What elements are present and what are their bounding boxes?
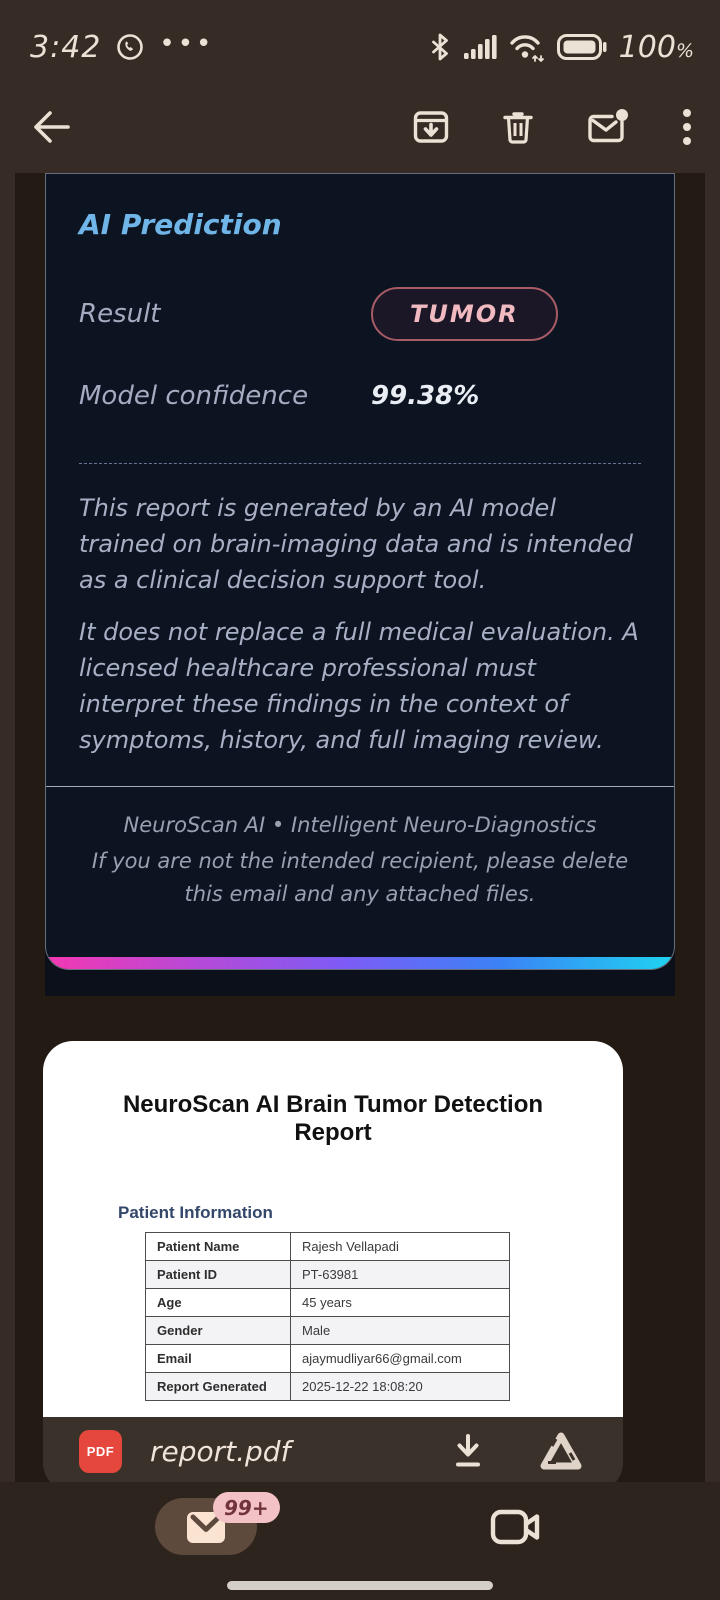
table-row <box>146 1373 510 1401</box>
row-value: ajaymudliyar66@gmail.com <box>291 1345 510 1373</box>
ai-prediction-card <box>45 173 675 970</box>
patient-info-table <box>145 1232 510 1401</box>
result-label: Result <box>79 299 161 329</box>
email-body <box>15 173 705 1497</box>
table-row <box>146 1233 510 1261</box>
wifi-calling-icon <box>509 32 545 62</box>
battery-icon <box>557 32 607 62</box>
battery-percentage: 100% <box>618 29 694 65</box>
video-camera-icon <box>490 1508 542 1546</box>
download-attachment-button[interactable] <box>451 1433 485 1469</box>
disclaimer-paragraph-2: It does not replace a full medical evaluation. A licensed healthcare professional must interpret these findings in the context of symptoms, history, and full imaging review. <box>79 618 639 754</box>
row-label: Age <box>146 1289 291 1317</box>
confidence-value: 99.38% <box>371 381 480 411</box>
result-badge: TUMOR <box>371 287 558 341</box>
bottom-navigation <box>0 1482 720 1600</box>
mark-unread-button[interactable] <box>586 108 630 146</box>
status-bar <box>0 0 720 80</box>
bluetooth-icon <box>429 32 451 62</box>
email-footer <box>46 786 674 957</box>
pdf-file-icon: PDF <box>79 1430 122 1473</box>
meet-tab[interactable] <box>486 1502 546 1552</box>
gesture-handle[interactable] <box>227 1581 493 1590</box>
gradient-accent-bar <box>46 957 674 969</box>
signal-strength-icon <box>463 33 497 61</box>
row-value: PT-63981 <box>291 1261 510 1289</box>
email-toolbar <box>0 80 720 173</box>
notification-overflow-icon: ••• <box>159 29 215 59</box>
row-value: Rajesh Vellapadi <box>291 1233 510 1261</box>
confidence-label: Model confidence <box>79 381 309 411</box>
save-to-drive-button[interactable] <box>539 1431 583 1471</box>
overflow-menu-button[interactable] <box>680 107 694 147</box>
row-value: 2025-12-22 18:08:20 <box>291 1373 510 1401</box>
row-value: Male <box>291 1317 510 1345</box>
attachment-bar[interactable] <box>43 1417 623 1491</box>
table-row <box>146 1317 510 1345</box>
whatsapp-notification-icon <box>115 32 145 62</box>
table-row <box>146 1261 510 1289</box>
table-row <box>146 1289 510 1317</box>
row-label: Patient Name <box>146 1233 291 1261</box>
row-value: 45 years <box>291 1289 510 1317</box>
row-label: Email <box>146 1345 291 1373</box>
report-title: NeuroScan AI Brain Tumor Detection Report <box>122 1091 544 1146</box>
archive-button[interactable] <box>412 108 450 146</box>
row-label: Gender <box>146 1317 291 1345</box>
delete-button[interactable] <box>500 108 536 146</box>
footer-confidentiality-notice: If you are not the intended recipient, please delete this email and any attached files. <box>91 849 629 906</box>
row-label: Patient ID <box>146 1261 291 1289</box>
unread-count-badge: 99+ <box>213 1492 280 1523</box>
patient-info-heading: Patient Information <box>118 1203 273 1222</box>
attachment-filename: report.pdf <box>150 1434 291 1468</box>
disclaimer-paragraph-1: This report is generated by an AI model trained on brain-imaging data and is intended as a clinical decision support tool. <box>79 494 633 594</box>
email-html-background <box>45 173 675 996</box>
email-section-title: AI Prediction <box>79 208 282 241</box>
clock: 3:42 <box>30 29 102 65</box>
footer-brand-line: NeuroScan AI • Intelligent Neuro-Diagnostics <box>123 813 597 837</box>
table-row <box>146 1345 510 1373</box>
back-button[interactable] <box>30 108 72 146</box>
dashed-divider <box>79 463 641 464</box>
attachment-preview-card[interactable] <box>43 1041 623 1417</box>
row-label: Report Generated <box>146 1373 291 1401</box>
